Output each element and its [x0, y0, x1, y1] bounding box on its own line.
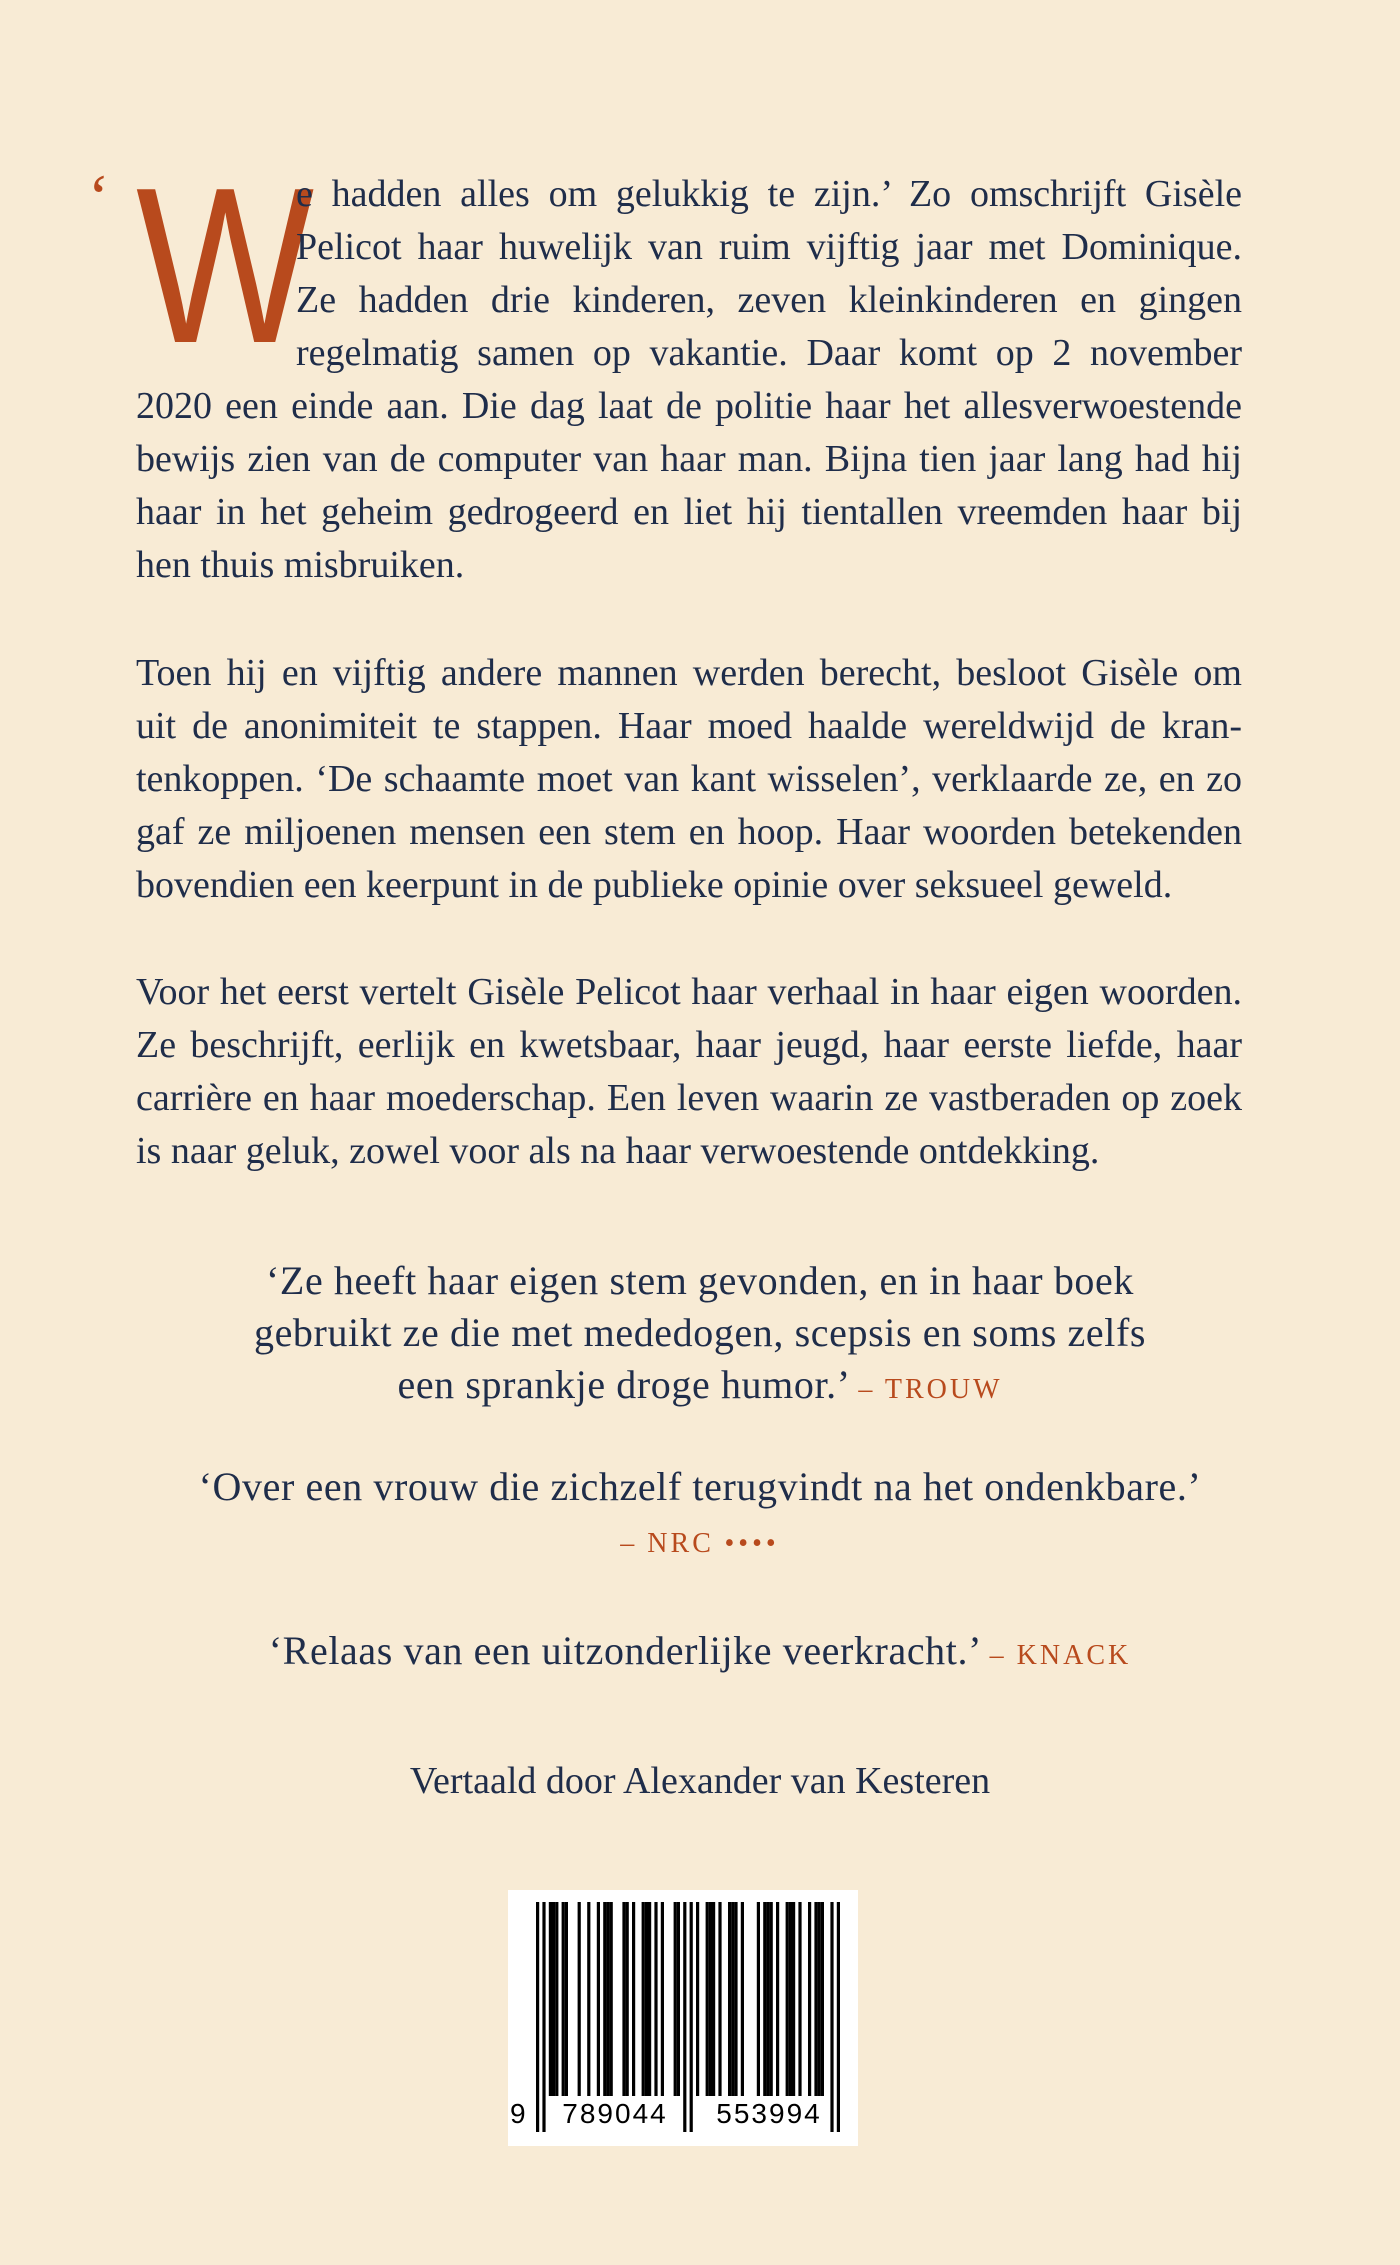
barcode-bar: [555, 1902, 558, 2096]
quote-source: – KNACK: [989, 1640, 1132, 1671]
isbn-barcode: [508, 1890, 858, 2146]
text-line: e hadden alles om gelukkig te zijn.’ Zo omschrijft Gisèle: [296, 173, 1242, 215]
barcode-bar: [565, 1902, 568, 2096]
barcode-bar: [757, 1902, 760, 2096]
barcode-bar: [645, 1902, 648, 2096]
text-line: 2020 een einde aan. Die dag laat de politie haar het allesverwoestende: [136, 385, 1242, 427]
barcode-bar: [603, 1902, 606, 2096]
barcode-bar: [770, 1902, 773, 2096]
barcode-bar: [648, 1902, 651, 2096]
barcode-bar: [814, 1902, 817, 2096]
text-line: carrière en haar moederschap. Een leven waarin ze vastberaden op zoek: [136, 1077, 1242, 1119]
quote-line-text: ‘Relaas van een uitzonderlijke veerkracht.’: [268, 1628, 980, 1673]
barcode-bar: [709, 1902, 712, 2096]
barcode-bar: [706, 1902, 709, 2096]
barcode-bar: [789, 1902, 792, 2096]
barcode-bar: [763, 1902, 766, 2096]
barcode-bar: [786, 1902, 789, 2096]
text-line: bewijs zien van de computer van haar man. Bijna tien jaar lang had hij: [136, 438, 1242, 480]
barcode-bar: [622, 1902, 625, 2096]
opening-quote-mark: ‘: [88, 161, 110, 232]
barcode-bar: [536, 1902, 539, 2132]
text-line: haar in het geheim gedrogeerd en liet hij tientallen vreemden haar bij: [136, 491, 1242, 533]
text-line: bovendien een keerpunt in de publieke opinie over seksueel geweld.: [136, 864, 1173, 906]
barcode-bar: [626, 1902, 629, 2096]
barcode-digit-group-right: 553994: [716, 2098, 822, 2129]
quote-line: [0, 1359, 1400, 1416]
review-quote-trouw: [0, 1255, 1400, 1416]
barcode-bar: [741, 1902, 744, 2096]
dropcap-letter: W: [136, 142, 311, 390]
barcode-bar: [606, 1902, 609, 2096]
body-paragraph-2: [136, 647, 1242, 912]
rating-dots: ••••: [724, 1528, 780, 1559]
barcode-bar: [798, 1902, 801, 2096]
barcode-bar: [718, 1902, 721, 2096]
barcode-bar: [728, 1902, 731, 2096]
barcode-bar: [654, 1902, 657, 2096]
text-line: Pelicot haar huwelijk van ruim vijftig jaar met Dominique.: [296, 226, 1242, 268]
barcode-bar: [731, 1902, 734, 2096]
quote-line: ‘Ze heeft haar eigen stem gevonden, en in haar boek: [265, 1258, 1134, 1303]
text-line: Toen hij en vijftig andere mannen werden berecht, besloot Gisèle om: [136, 652, 1242, 694]
barcode-bar: [776, 1902, 779, 2096]
barcode-bar: [632, 1902, 635, 2096]
barcode-bar: [712, 1902, 715, 2096]
text-line: uit de anonimiteit te stappen. Haar moed haalde wereldwijd de kran-: [136, 705, 1242, 747]
barcode-bar: [690, 1902, 693, 2132]
text-line: hen thuis misbruiken.: [136, 544, 465, 586]
barcode-bar: [597, 1902, 600, 2096]
quote-source: – TROUW: [858, 1374, 1003, 1405]
barcode-bar: [562, 1902, 565, 2096]
barcode-bar: [821, 1902, 824, 2096]
intro-paragraph: [136, 168, 1242, 592]
quote-line: gebruikt ze die met mededogen, scepsis en soms zelfs: [253, 1310, 1147, 1355]
barcode-bar: [808, 1902, 811, 2096]
review-quote-nrc: [0, 1461, 1400, 1570]
barcode-bar: [677, 1902, 680, 2096]
quote-line: [0, 1625, 1400, 1682]
text-line: regelmatig samen op vakantie. Daar komt op 2 november: [296, 332, 1242, 374]
text-line: Voor het eerst vertelt Gisèle Pelicot haar verhaal in haar eigen woorden.: [136, 971, 1242, 1013]
text-line: is naar geluk, zowel voor als na haar verwoestende ontdekking.: [136, 1130, 1100, 1172]
quote-line: ‘Over een vrouw die zichzelf terugvindt na het ondenkbare.’: [198, 1464, 1202, 1509]
barcode-bar: [734, 1902, 737, 2096]
barcode-bar: [552, 1902, 555, 2096]
quote-source: – NRC: [620, 1528, 714, 1559]
barcode-bar: [610, 1902, 613, 2096]
review-quote-knack: [0, 1625, 1400, 1682]
barcode-bar: [661, 1902, 664, 2096]
barcode-digit-group-left: 789044: [562, 2098, 668, 2129]
barcode-bar: [696, 1902, 699, 2096]
body-paragraph-3: [136, 966, 1242, 1178]
barcode-lead-digit: 9: [510, 2098, 526, 2129]
barcode-bar: [587, 1902, 590, 2096]
text-line: Ze hadden drie kinderen, zeven kleinkinderen en gingen: [296, 279, 1242, 321]
barcode-bar: [766, 1902, 769, 2096]
barcode-bar: [818, 1902, 821, 2096]
translator-credit: Vertaald door Alexander van Kesteren: [409, 1760, 991, 1802]
barcode-bar: [674, 1902, 677, 2096]
text-line: Ze beschrijft, eerlijk en kwetsbaar, haar jeugd, haar eerste liefde, haar: [136, 1024, 1242, 1066]
text-line: gaf ze miljoenen mensen een stem en hoop. Haar woorden betekenden: [136, 811, 1242, 853]
barcode-bar: [578, 1902, 581, 2096]
barcode-bar: [792, 1902, 795, 2096]
text-line: tenkoppen. ‘De schaamte moet van kant wisselen’, verklaarde ze, en zo: [136, 758, 1242, 800]
barcode-bar: [549, 1902, 552, 2096]
barcode-bar: [642, 1902, 645, 2096]
quote-attribution: [0, 1513, 1400, 1570]
quote-line-text: een sprankje droge humor.’: [397, 1362, 848, 1407]
